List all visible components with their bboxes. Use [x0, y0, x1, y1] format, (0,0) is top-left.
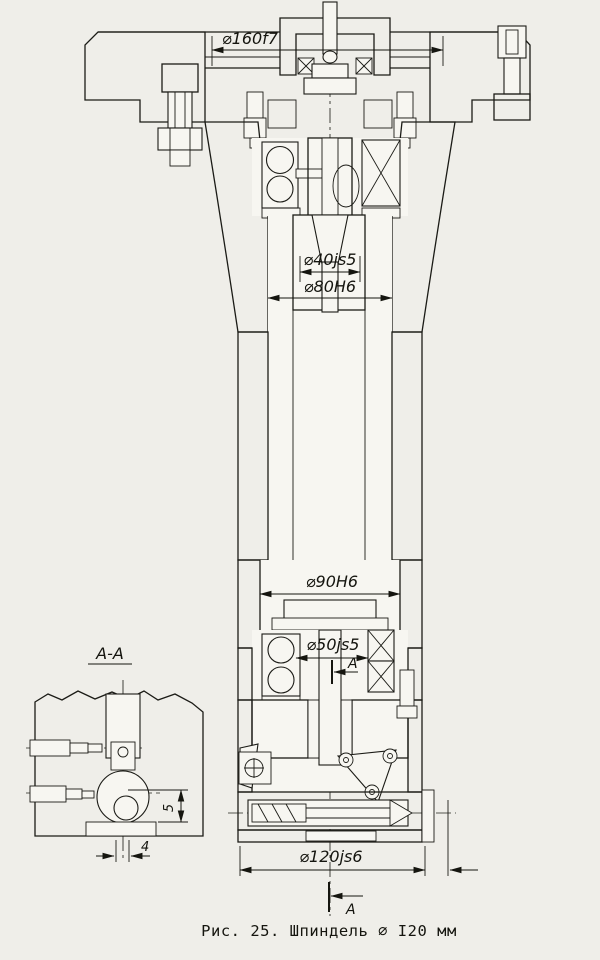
upper-roller-bearing	[362, 140, 400, 206]
seal-right	[364, 100, 392, 128]
bottom-assembly	[238, 630, 434, 842]
section-cut-bottom	[329, 882, 363, 918]
dim-40-label: ⌀40js5	[303, 250, 357, 269]
detail-pin-upper	[30, 740, 102, 756]
stud-lower-right	[400, 670, 414, 706]
figure-caption: Рис. 25. Шпиндель ⌀ I20 мм	[201, 922, 457, 940]
detail-pin-lower	[30, 786, 94, 802]
flange-bolt-left	[158, 64, 202, 166]
dim-5-label: 5	[162, 803, 177, 813]
body-wall-left	[238, 332, 268, 560]
cross-bolt	[239, 752, 271, 784]
lower-ball-bearing	[262, 634, 300, 696]
base-plate	[238, 790, 434, 842]
detail-view-a-a	[30, 644, 203, 862]
section-cut-bottom-label: А	[346, 902, 356, 918]
body-wall-right	[392, 332, 422, 560]
dim-4-label: 4	[141, 840, 150, 855]
lower-roller-bearing	[368, 630, 394, 692]
dim-160-label: ⌀160f7	[222, 29, 278, 48]
dim-50-label: ⌀50js5	[306, 635, 360, 654]
seal-left	[268, 100, 296, 128]
cap-seal-right	[356, 58, 372, 74]
section-view-label: А-А	[96, 644, 124, 663]
dim-80-label: ⌀80Н6	[303, 277, 357, 296]
dim-90-label: ⌀90Н6	[305, 572, 359, 591]
section-cut-mid-label: А	[348, 656, 358, 672]
flange-bolt-right	[494, 26, 530, 120]
dim-120-label: ⌀120js6	[299, 847, 363, 866]
